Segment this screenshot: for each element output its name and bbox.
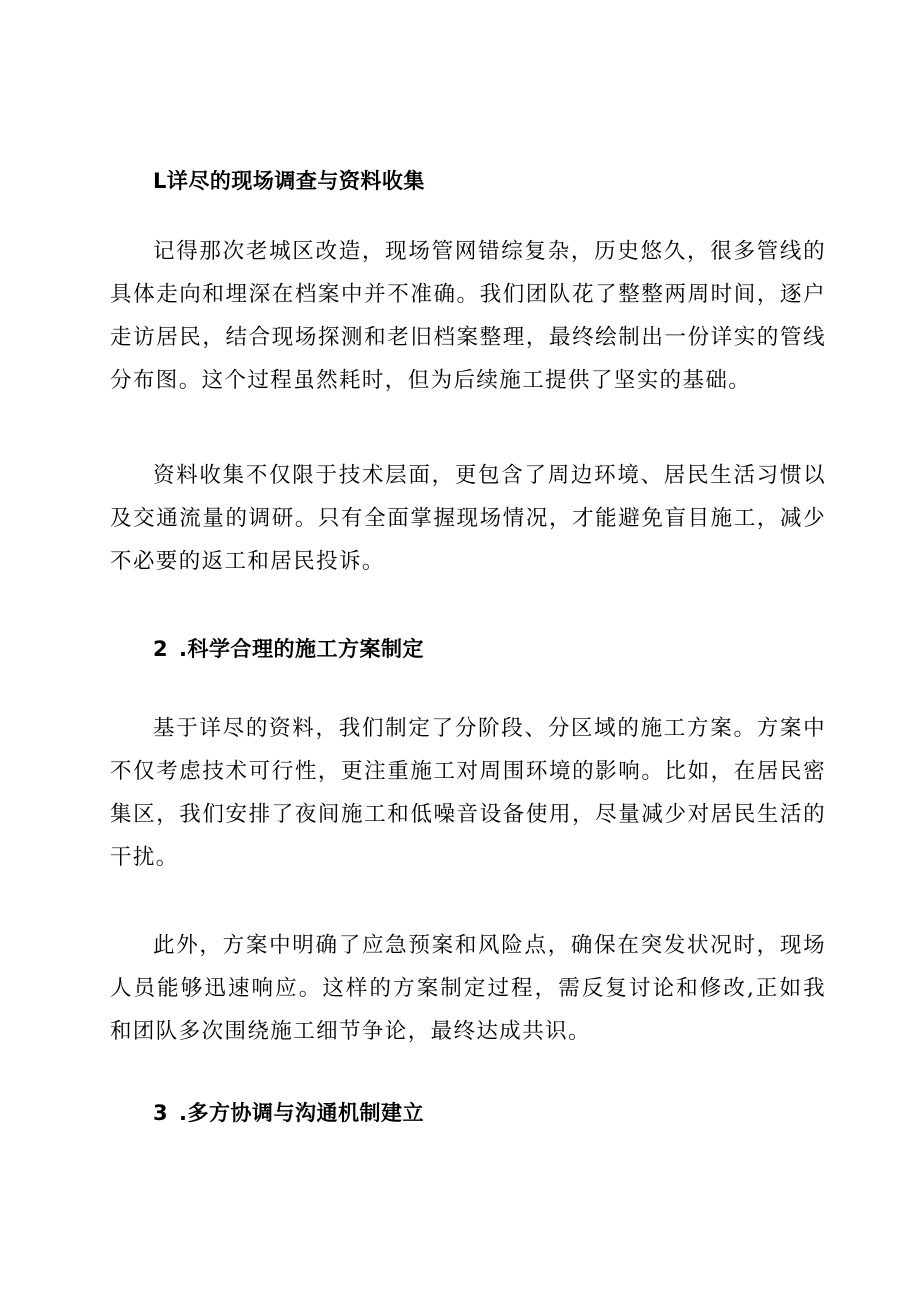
section-2-paragraph-2: 此外，方案中明确了应急预案和风险点，确保在突发状况时，现场人员能够迅速响应。这样的方案制定过程，需反复讨论和修改,正如我和团队多次围绕施工细节争论，最终达成共识。 [110, 933, 826, 1044]
section-2-heading [153, 635, 424, 663]
section-1-paragraph-2: 资料收集不仅限于技术层面，更包含了周边环境、居民生活习惯以及交通流量的调研。只有全面掌握现场情况，才能避免盲目施工，减少不必要的返工和居民投诉。 [110, 463, 826, 574]
section-3-heading [153, 1099, 424, 1127]
section-1-title: L详尽的现场调查与资料收集 [153, 169, 425, 193]
section-3-number: 3 [153, 1101, 169, 1125]
section-3-title: .多方协调与沟通机制建立 [179, 1101, 424, 1125]
section-2-title: .科学合理的施工方案制定 [179, 637, 424, 661]
section-1-heading [153, 167, 425, 195]
section-1-paragraph-1: 记得那次老城区改造，现场管网错综复杂，历史悠久，很多管线的具体走向和埋深在档案中并不准确。我们团队花了整整两周时间，逐户走访居民，结合现场探测和老旧档案整理，最终绘制出一份详实的管线分布图。这个过程虽然耗时，但为后续施工提供了坚实的基础。 [110, 239, 826, 393]
section-2-paragraph-1: 基于详尽的资料，我们制定了分阶段、分区域的施工方案。方案中不仅考虑技术可行性，更注重施工对周围环境的影响。比如，在居民密集区，我们安排了夜间施工和低噪音设备使用，尽量减少对居民生活的干扰。 [110, 716, 826, 870]
section-2-number: 2 [153, 637, 169, 661]
